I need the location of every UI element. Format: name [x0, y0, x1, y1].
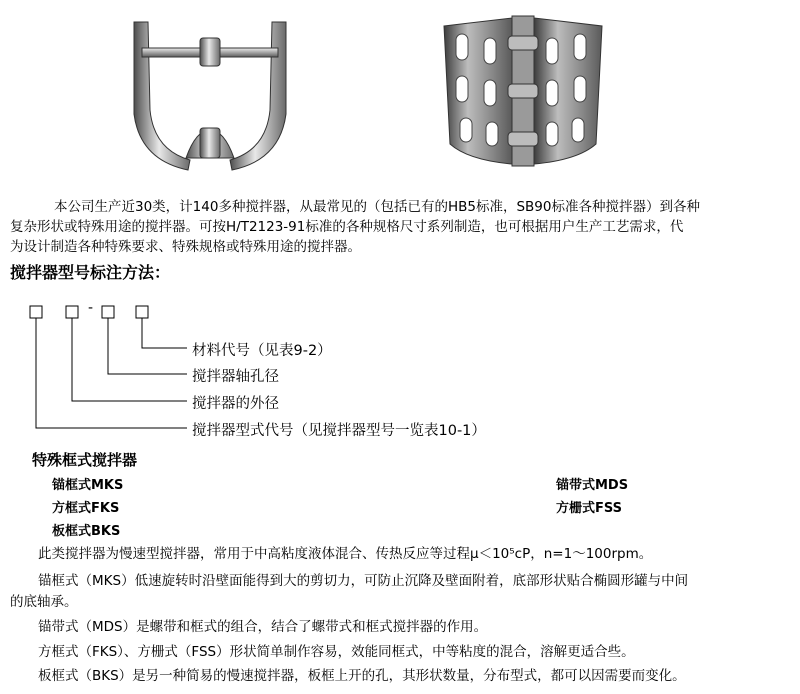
type-fss: 方栅式FSS: [556, 501, 623, 516]
type-code-label: 搅拌器型式代号（见搅拌器型号一览表10-1）: [192, 423, 486, 439]
bore-diameter-label: 搅拌器轴孔径: [192, 369, 279, 385]
description-line-4: 锚带式（MDS）是螺带和框式的组合，结合了螺带式和框式搅拌器的作用。: [38, 619, 488, 635]
material-code-box: [136, 306, 148, 318]
type-mks: 锚框式MKS: [52, 478, 124, 493]
description-line-5: 方框式（FKS）、方栅式（FSS）形状简单制作容易，效能同框式，中等粘度的混合，溶解更适合些。: [38, 644, 635, 660]
intro-line-3: 为设计制造各种特殊要求、特殊规格或特殊用途的搅拌器。: [10, 239, 361, 255]
description-line-2: 锚框式（MKS）低速旋转时沿壁面能得到大的剪切力，可防止沉降及壁面附着，底部形状贴合椭圆形罐与中间: [38, 573, 689, 589]
section-title: 特殊框式搅拌器: [32, 451, 138, 469]
type-mds: 锚带式MDS: [556, 478, 629, 493]
model-notation-heading: 搅拌器型号标注方法：: [10, 263, 171, 282]
anchor-frame-agitator-image: [120, 10, 300, 180]
outer-diameter-label: 搅拌器的外径: [192, 396, 279, 412]
material-code-label: 材料代号（见表9-2）: [192, 343, 332, 359]
bore-diameter-box: [102, 306, 114, 318]
description-line-3: 的底轴承。: [10, 594, 78, 610]
description-line-6: 板框式（BKS）是另一种简易的慢速搅拌器，板框上开的孔，其形状数量，分布型式，都可以因需要而变化。: [38, 668, 686, 684]
model-notation-diagram: [22, 300, 197, 440]
description-line-1: 此类搅拌器为慢速型搅拌器，常用于中高粘度液体混合、传热反应等过程μ＜10⁵cP，n=1～100rpm。: [38, 546, 653, 562]
diagram-dash: -: [88, 300, 94, 316]
plate-frame-agitator-image: [438, 14, 608, 174]
outer-diameter-box: [66, 306, 78, 318]
intro-line-1: 本公司生产近30类，计140多种搅拌器，从最常见的（包括已有的HB5标准，SB90标准各种搅拌器）到各种: [54, 199, 700, 215]
intro-line-2: 复杂形状或特殊用途的搅拌器。可按H/T2123-91标准的各种规格尺寸系列制造，也可根据用户生产工艺需求，代: [10, 219, 684, 235]
type-fks: 方框式FKS: [52, 501, 120, 516]
type-bks: 板框式BKS: [52, 524, 121, 539]
type-code-box: [30, 306, 42, 318]
